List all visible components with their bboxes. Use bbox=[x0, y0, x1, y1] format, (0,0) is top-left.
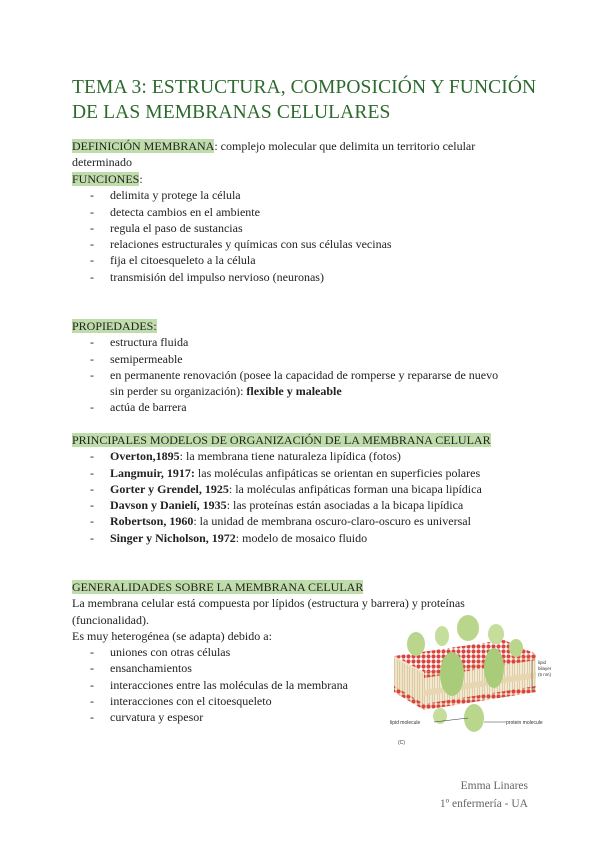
properties-list bbox=[72, 334, 532, 415]
list-item: - transmisión del impulso nervioso (neuronas) bbox=[72, 269, 532, 285]
list-item: - interacciones entre las moléculas de la membrana bbox=[72, 677, 532, 693]
list-item: - Overton,1895: la membrana tiene naturaleza lipídica (fotos) bbox=[72, 448, 532, 464]
footer-course: 1º enfermería - UA bbox=[439, 798, 528, 810]
models-list bbox=[72, 448, 532, 546]
properties-heading: PROPIEDADES: bbox=[72, 319, 157, 333]
label-bilayer-3: (5 nm) bbox=[538, 672, 552, 677]
functions-block: FUNCIONES: - delimita y protege la célula - detecta cambios en el ambiente - regula el paso de sustancias - relaciones estructurales y químicas con sus células vecinas - fija el citoesqueleto a la célula - transmisión del impulso nervioso (neuronas) bbox=[72, 171, 532, 285]
list-item: - curvatura y espesor bbox=[72, 709, 532, 725]
list-item: - ensanchamientos bbox=[72, 660, 532, 676]
list-item: - Robertson, 1960: la unidad de membrana oscuro-claro-oscuro es universal bbox=[72, 513, 532, 529]
list-item: - actúa de barrera bbox=[72, 399, 532, 415]
list-item: - delimita y protege la célula bbox=[72, 187, 532, 203]
list-item: - Singer y Nicholson, 1972: modelo de mosaico fluido bbox=[72, 530, 532, 546]
definition-block bbox=[72, 138, 532, 171]
list-item: - estructura fluida bbox=[72, 334, 532, 350]
list-item: - Davson y Danielí, 1935: las proteínas están asociadas a la bicapa lipídica bbox=[72, 497, 532, 513]
definition-heading: DEFINICIÓN MEMBRANA bbox=[72, 139, 215, 153]
label-bilayer-2: bilayer bbox=[538, 666, 552, 671]
bold-emphasis: flexible y maleable bbox=[246, 384, 342, 399]
list-item: - detecta cambios en el ambiente bbox=[72, 204, 532, 220]
label-bilayer-1: lipid bbox=[538, 660, 547, 665]
generalities-paragraph-1: La membrana celular está compuesta por lípidos (estructura y barrera) y proteínas (funcionalidad). bbox=[72, 596, 465, 627]
list-item: - Gorter y Grendel, 1925: la moléculas anfipáticas forman una bicapa lipídica bbox=[72, 481, 532, 497]
list-item: - uniones con otras células bbox=[72, 644, 532, 660]
label-protein-molecule: protein molecule bbox=[506, 720, 543, 726]
definition-text: : complejo molecular que delimita un territorio celular determinado bbox=[72, 139, 476, 170]
label-lipid-molecule: lipid molecule bbox=[390, 720, 421, 726]
models-heading: PRINCIPALES MODELOS DE ORGANIZACIÓN DE LA MEMBRANA CELULAR bbox=[72, 433, 491, 447]
label-panel: (C) bbox=[398, 740, 405, 746]
generalities-heading: GENERALIDADES SOBRE LA MEMBRANA CELULAR bbox=[72, 580, 364, 594]
list-item: - Langmuir, 1917: las moléculas anfipáticas se orientan en superficies polares bbox=[72, 465, 532, 481]
functions-heading: FUNCIONES bbox=[72, 172, 140, 186]
list-item: - semipermeable bbox=[72, 351, 532, 367]
generalities-paragraph-2: Es muy heterogénea (se adapta) debido a: bbox=[72, 628, 272, 643]
properties-block bbox=[72, 318, 532, 416]
functions-list bbox=[72, 187, 532, 285]
page-title: TEMA 3: ESTRUCTURA, COMPOSICIÓN Y FUNCIÓN DE LAS MEMBRANAS CELULARES bbox=[72, 77, 537, 123]
list-item: - en permanente renovación (posee la capacidad de romperse y repararse de nuevo sin perder su organización): flexible y maleable bbox=[72, 367, 532, 400]
footer-author: Emma Linares bbox=[460, 780, 528, 792]
list-item: - regula el paso de sustancias bbox=[72, 220, 532, 236]
membrane-illustration bbox=[376, 614, 552, 754]
list-item: - interacciones con el citoesqueleto bbox=[72, 693, 532, 709]
models-block bbox=[72, 432, 532, 546]
list-item: - fija el citoesqueleto a la célula bbox=[72, 252, 532, 268]
list-item: - relaciones estructurales y químicas con sus células vecinas bbox=[72, 236, 532, 252]
